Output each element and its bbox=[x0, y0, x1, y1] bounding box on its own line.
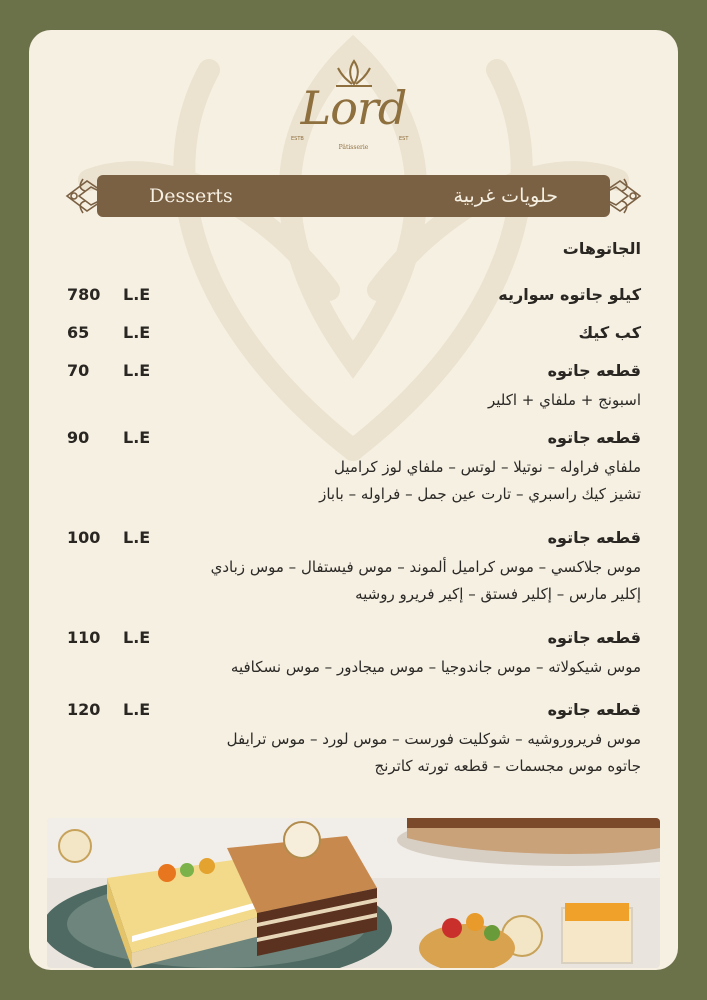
price bbox=[67, 323, 150, 342]
item-description: موس شيكولاته – موس جاندوجيا – موس ميجادور – موس نسكافيه bbox=[230, 658, 641, 676]
price-value: 780 bbox=[67, 285, 101, 304]
price-value: 70 bbox=[67, 361, 90, 380]
currency: L.E bbox=[123, 361, 151, 380]
banner-arabic-title: حلويات غربية bbox=[453, 185, 558, 207]
brand-logo bbox=[29, 58, 678, 168]
price-value: 110 bbox=[67, 628, 101, 647]
item-name: قطعه جاتوه bbox=[547, 361, 641, 380]
brand-tagline: Pâtisserie bbox=[338, 144, 369, 151]
price bbox=[67, 285, 150, 304]
banner-bar bbox=[97, 175, 610, 217]
section-banner bbox=[65, 175, 642, 217]
brand-est-left: ESTB bbox=[291, 136, 304, 142]
section-title: الجاتوهات bbox=[562, 239, 641, 258]
price bbox=[67, 361, 150, 380]
item-description: اسبونج + ملفاي + اكلير bbox=[487, 391, 641, 409]
item-description: موس جلاكسي – موس كراميل ألموند – موس فيستفال – موس زبادي bbox=[210, 558, 641, 576]
item-description: جاتوه موس مجسمات – قطعه تورته كاترنج bbox=[374, 757, 641, 775]
currency: L.E bbox=[123, 528, 151, 547]
price-value: 100 bbox=[67, 528, 101, 547]
currency: L.E bbox=[123, 285, 151, 304]
currency: L.E bbox=[123, 323, 151, 342]
brand-name: Lord bbox=[300, 81, 407, 135]
item-description: موس فريروروشيه – شوكليت فورست – موس لورد – موس ترايفل bbox=[226, 730, 641, 748]
price-value: 120 bbox=[67, 700, 101, 719]
currency: L.E bbox=[123, 628, 151, 647]
menu-card bbox=[29, 30, 678, 970]
item-description: إكلير مارس – إكلير فستق – إكير فريرو روشيه bbox=[355, 585, 641, 603]
price bbox=[67, 528, 150, 547]
price-value: 65 bbox=[67, 323, 90, 342]
item-name: كيلو جاتوه سواريه bbox=[498, 285, 641, 304]
currency: L.E bbox=[123, 428, 151, 447]
ornament-right-icon bbox=[598, 175, 642, 217]
currency: L.E bbox=[123, 700, 151, 719]
price bbox=[67, 628, 150, 647]
item-name: قطعه جاتوه bbox=[547, 528, 641, 547]
desserts-photo bbox=[47, 818, 660, 968]
price-value: 90 bbox=[67, 428, 90, 447]
price bbox=[67, 428, 150, 447]
banner-english-title: Desserts bbox=[149, 185, 233, 207]
brand-est-right: EST bbox=[399, 136, 409, 142]
item-description: تشيز كيك راسبري – تارت عين جمل – فراوله – باباز bbox=[319, 485, 641, 503]
item-name: قطعه جاتوه bbox=[547, 700, 641, 719]
price bbox=[67, 700, 150, 719]
item-name: كب كيك bbox=[578, 323, 641, 342]
item-name: قطعه جاتوه bbox=[547, 628, 641, 647]
item-description: ملفاي فراوله – نوتيلا – لوتس – ملفاي لوز كراميل bbox=[334, 458, 641, 476]
item-name: قطعه جاتوه bbox=[547, 428, 641, 447]
